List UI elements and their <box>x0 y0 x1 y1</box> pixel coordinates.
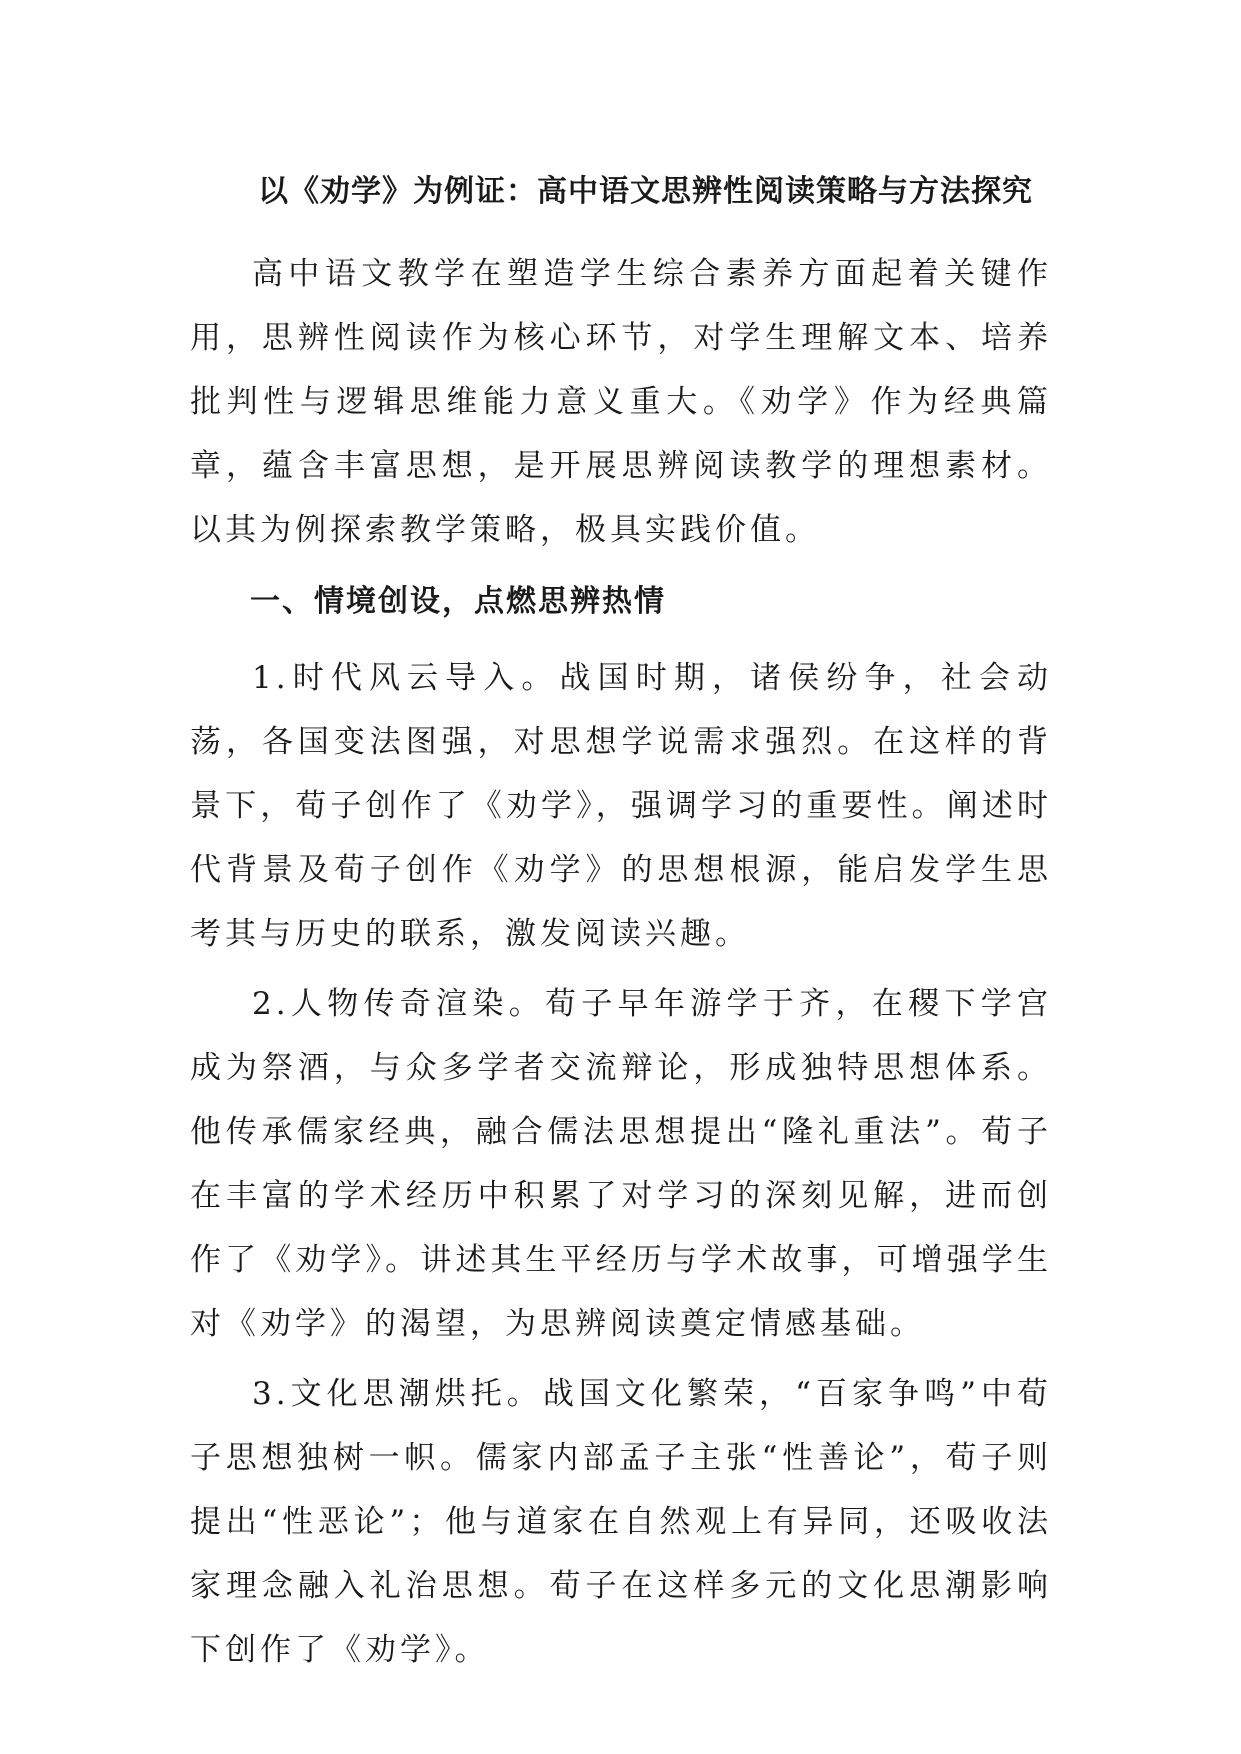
paragraph-cultural-trends: 3.文化思潮烘托。战国文化繁荣，“百家争鸣”中荀子思想独树一帜。儒家内部孟子主张“性善论”，荀子则提出“性恶论”；他与道家在自然观上有异同，还吸收法家理念融入礼治思想。荀子在这样多元的文化思潮影响下创作了《劝学》。 <box>190 1376 1052 1668</box>
intro-paragraph: 高中语文教学在塑造学生综合素养方面起着关键作用，思辨性阅读作为核心环节，对学生理解文本、培养批判性与逻辑思维能力意义重大。《劝学》作为经典篇章，蕴含丰富思想，是开展思辨阅读教学的理想素材。以其为例探索教学策略，极具实践价值。 <box>190 256 1052 548</box>
document-body <box>190 162 1052 1688</box>
section-heading: 一、情境创设，点燃思辨热情 <box>250 584 666 619</box>
paragraph-figure-legend: 2.人物传奇渲染。荀子早年游学于齐，在稷下学宫成为祭酒，与众多学者交流辩论，形成独特思想体系。他传承儒家经典，融合儒法思想提出“隆礼重法”。荀子在丰富的学术经历中积累了对学习的深刻见解，进而创作了《劝学》。讲述其生平经历与学术故事，可增强学生对《劝学》的渴望，为思辨阅读奠定情感基础。 <box>190 986 1052 1342</box>
document-title: 以《劝学》为例证：高中语文思辨性阅读策略与方法探究 <box>258 174 1033 209</box>
paragraph-era-introduction: 1.时代风云导入。战国时期，诸侯纷争，社会动荡，各国变法图强，对思想学说需求强烈。在这样的背景下，荀子创作了《劝学》，强调学习的重要性。阐述时代背景及荀子创作《劝学》的思想根源，能启发学生思考其与历史的联系，激发阅读兴趣。 <box>190 660 1052 952</box>
